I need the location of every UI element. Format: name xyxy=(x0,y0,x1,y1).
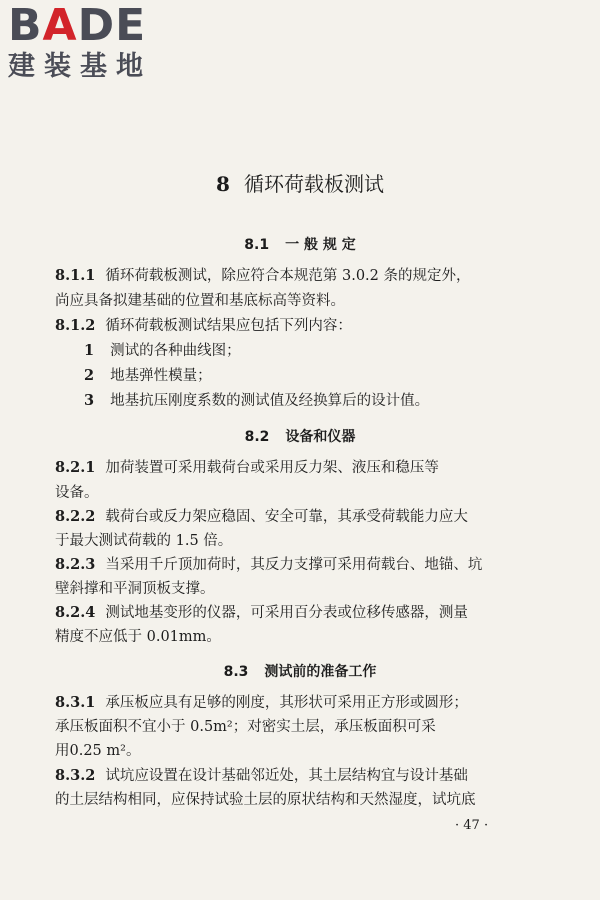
list-item: 1 测试的各种曲线图； xyxy=(84,342,241,359)
logo-chinese: 建装基地 xyxy=(8,51,152,82)
clause-8-1-1: 8.1.1 循环荷载板测试，除应符合本规范第 3.0.2 条的规定外， xyxy=(55,267,471,284)
bade-logo xyxy=(8,0,178,84)
chapter-title: 8 循环荷载板测试 xyxy=(216,172,384,196)
clause-8-3-1: 8.3.1 承压板应具有足够的刚度，其形状可采用正方形或圆形； xyxy=(55,694,468,711)
clause-8-2-2-cont: 于最大测试荷载的 1.5 倍。 xyxy=(55,533,233,549)
clause-8-2-4-cont: 精度不应低于 0.01mm。 xyxy=(55,629,221,645)
section-heading-8-1: 8.1 一 般 规 定 xyxy=(244,237,356,253)
clause-8-1-2: 8.1.2 循环荷载板测试结果应包括下列内容： xyxy=(55,317,352,334)
clause-8-2-2: 8.2.2 载荷台或反力架应稳固、安全可靠，其承受荷载能力应大 xyxy=(55,508,468,525)
list-item: 2 地基弹性模量； xyxy=(84,367,212,384)
clause-8-1-1-cont: 尚应具备拟建基础的位置和基底标高等资料。 xyxy=(55,293,345,309)
clause-8-3-2: 8.3.2 试坑应设置在设计基础邻近处，其土层结构宜与设计基础 xyxy=(55,767,468,784)
clause-8-3-1-cont2: 用0.25 m²。 xyxy=(55,743,141,759)
clause-8-2-4: 8.2.4 测试地基变形的仪器，可采用百分表或位移传感器，测量 xyxy=(55,604,468,621)
clause-8-2-3: 8.2.3 当采用千斤顶加荷时，其反力支撑可采用荷载台、地锚、坑 xyxy=(55,556,483,573)
section-heading-8-2: 8.2 设备和仪器 xyxy=(244,429,356,445)
page-number: · 47 · xyxy=(455,818,489,833)
section-heading-8-3: 8.3 测试前的准备工作 xyxy=(223,664,377,680)
clause-8-2-1: 8.2.1 加荷装置可采用载荷台或采用反力架、液压和稳压等 xyxy=(55,459,439,476)
clause-8-2-1-cont: 设备。 xyxy=(55,485,99,501)
clause-8-3-2-cont: 的土层结构相同，应保持试验土层的原状结构和天然湿度，试坑底 xyxy=(55,792,476,808)
logo-accent-letter: A xyxy=(42,0,78,51)
logo-wordmark: BADE xyxy=(8,0,147,51)
clause-8-3-1-cont: 承压板面积不宜小于 0.5m²；对密实土层，承压板面积可采 xyxy=(55,719,436,735)
clause-8-2-3-cont: 壁斜撑和平洞顶板支撑。 xyxy=(55,581,215,597)
list-item: 3 地基抗压刚度系数的测试值及经换算后的设计值。 xyxy=(84,392,430,409)
